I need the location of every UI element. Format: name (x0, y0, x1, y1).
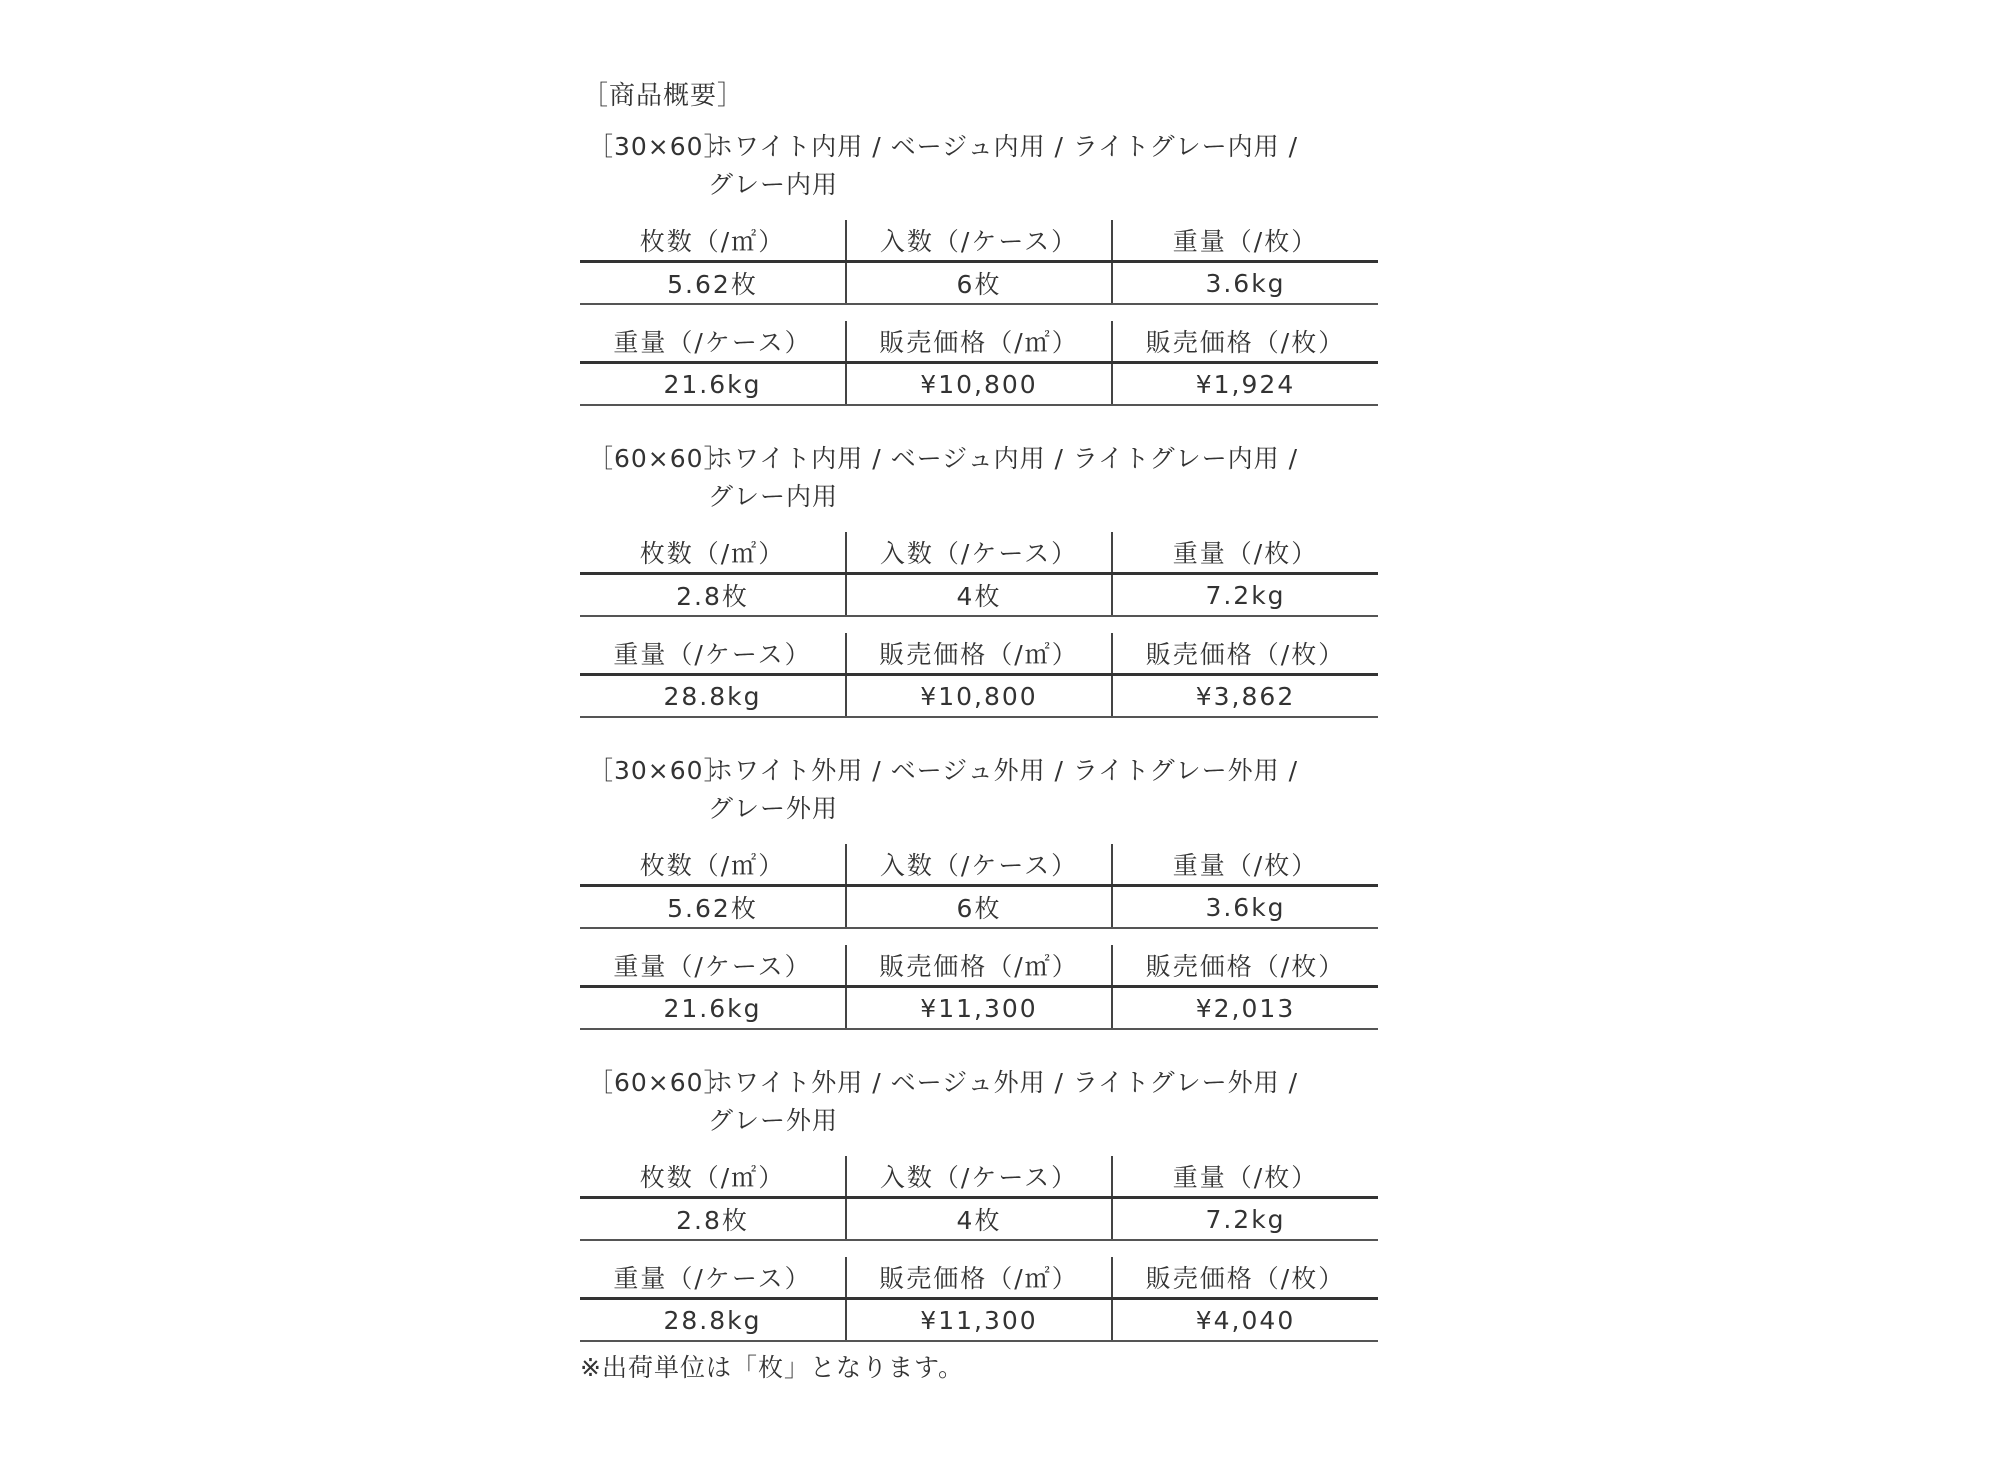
value-weight-per-case: 21.6kg (580, 363, 846, 406)
spec-table (580, 204, 1378, 406)
header-pieces-per-case: 入数（/ケース） (846, 844, 1112, 886)
value-price-per-sqm: ¥11,300 (846, 987, 1112, 1030)
header-weight-per-case: 重量（/ケース） (580, 321, 846, 363)
header-count-per-sqm: 枚数（/㎡） (580, 844, 846, 886)
product-section (580, 752, 1380, 1030)
header-weight-per-piece: 重量（/枚） (1112, 1156, 1378, 1198)
header-weight-per-piece: 重量（/枚） (1112, 532, 1378, 574)
section-names-line2: グレー内用 (708, 482, 839, 511)
value-weight-per-piece: 3.6kg (1112, 262, 1378, 305)
header-price-per-sqm: 販売価格（/㎡） (846, 321, 1112, 363)
value-weight-per-case: 28.8kg (580, 675, 846, 718)
table-header-row (580, 633, 1378, 675)
section-names-line2: グレー内用 (708, 170, 839, 199)
section-names (708, 128, 1308, 204)
header-price-per-piece: 販売価格（/枚） (1112, 633, 1378, 675)
table-row (580, 987, 1378, 1030)
spec-table (580, 516, 1378, 718)
table-row (580, 886, 1378, 929)
table-header-row (580, 220, 1378, 262)
value-weight-per-piece: 7.2kg (1112, 574, 1378, 617)
section-names-line1: ホワイト内用 / ベージュ内用 / ライトグレー内用 / (708, 132, 1299, 161)
value-count-per-sqm: 5.62枚 (580, 262, 846, 305)
header-weight-per-case: 重量（/ケース） (580, 1257, 846, 1299)
page-title: ［商品概要］ (582, 81, 745, 111)
value-price-per-sqm: ¥11,300 (846, 1299, 1112, 1342)
table-header-row (580, 945, 1378, 987)
section-names (708, 440, 1308, 516)
value-price-per-sqm: ¥10,800 (846, 363, 1112, 406)
value-weight-per-case: 21.6kg (580, 987, 846, 1030)
table-header-row (580, 1156, 1378, 1198)
table-row (580, 574, 1378, 617)
table-row (580, 1299, 1378, 1342)
value-weight-per-case: 28.8kg (580, 1299, 846, 1342)
section-names-line1: ホワイト外用 / ベージュ外用 / ライトグレー外用 / (708, 756, 1299, 785)
section-names-line1: ホワイト外用 / ベージュ外用 / ライトグレー外用 / (708, 1068, 1299, 1097)
product-section (580, 440, 1380, 718)
section-title (580, 440, 1380, 516)
section-names-line2: グレー外用 (708, 1106, 839, 1135)
section-title (580, 1064, 1380, 1140)
section-names (708, 752, 1308, 828)
value-price-per-piece: ¥3,862 (1112, 675, 1378, 718)
header-price-per-piece: 販売価格（/枚） (1112, 321, 1378, 363)
section-size: ［60×60］ (588, 444, 730, 473)
value-price-per-sqm: ¥10,800 (846, 675, 1112, 718)
header-weight-per-case: 重量（/ケース） (580, 945, 846, 987)
table-header-row (580, 532, 1378, 574)
table-row (580, 262, 1378, 305)
header-price-per-sqm: 販売価格（/㎡） (846, 945, 1112, 987)
table-header-row (580, 844, 1378, 886)
section-size: ［60×60］ (588, 1068, 730, 1097)
table-row (580, 363, 1378, 406)
value-count-per-sqm: 5.62枚 (580, 886, 846, 929)
product-section (580, 1064, 1380, 1342)
header-pieces-per-case: 入数（/ケース） (846, 532, 1112, 574)
value-weight-per-piece: 7.2kg (1112, 1198, 1378, 1241)
value-pieces-per-case: 6枚 (846, 886, 1112, 929)
product-section (580, 128, 1380, 406)
header-pieces-per-case: 入数（/ケース） (846, 1156, 1112, 1198)
value-count-per-sqm: 2.8枚 (580, 1198, 846, 1241)
header-weight-per-case: 重量（/ケース） (580, 633, 846, 675)
section-names (708, 1064, 1308, 1140)
section-names-line1: ホワイト内用 / ベージュ内用 / ライトグレー内用 / (708, 444, 1299, 473)
header-price-per-piece: 販売価格（/枚） (1112, 945, 1378, 987)
table-header-row (580, 1257, 1378, 1299)
header-count-per-sqm: 枚数（/㎡） (580, 220, 846, 262)
value-price-per-piece: ¥4,040 (1112, 1299, 1378, 1342)
spec-table (580, 1140, 1378, 1342)
header-pieces-per-case: 入数（/ケース） (846, 220, 1112, 262)
value-weight-per-piece: 3.6kg (1112, 886, 1378, 929)
value-pieces-per-case: 6枚 (846, 262, 1112, 305)
header-count-per-sqm: 枚数（/㎡） (580, 532, 846, 574)
table-row (580, 675, 1378, 718)
shipping-unit-note: ※出荷単位は「枚」となります。 (580, 1353, 964, 1382)
product-overview (580, 78, 1380, 1384)
value-pieces-per-case: 4枚 (846, 1198, 1112, 1241)
spec-table (580, 828, 1378, 1030)
header-price-per-piece: 販売価格（/枚） (1112, 1257, 1378, 1299)
header-price-per-sqm: 販売価格（/㎡） (846, 1257, 1112, 1299)
value-count-per-sqm: 2.8枚 (580, 574, 846, 617)
table-header-row (580, 321, 1378, 363)
section-size: ［30×60］ (588, 132, 730, 161)
value-pieces-per-case: 4枚 (846, 574, 1112, 617)
value-price-per-piece: ¥2,013 (1112, 987, 1378, 1030)
header-weight-per-piece: 重量（/枚） (1112, 220, 1378, 262)
header-weight-per-piece: 重量（/枚） (1112, 844, 1378, 886)
table-row (580, 1198, 1378, 1241)
section-names-line2: グレー外用 (708, 794, 839, 823)
section-size: ［30×60］ (588, 756, 730, 785)
header-count-per-sqm: 枚数（/㎡） (580, 1156, 846, 1198)
section-title (580, 752, 1380, 828)
section-title (580, 128, 1380, 204)
header-price-per-sqm: 販売価格（/㎡） (846, 633, 1112, 675)
value-price-per-piece: ¥1,924 (1112, 363, 1378, 406)
